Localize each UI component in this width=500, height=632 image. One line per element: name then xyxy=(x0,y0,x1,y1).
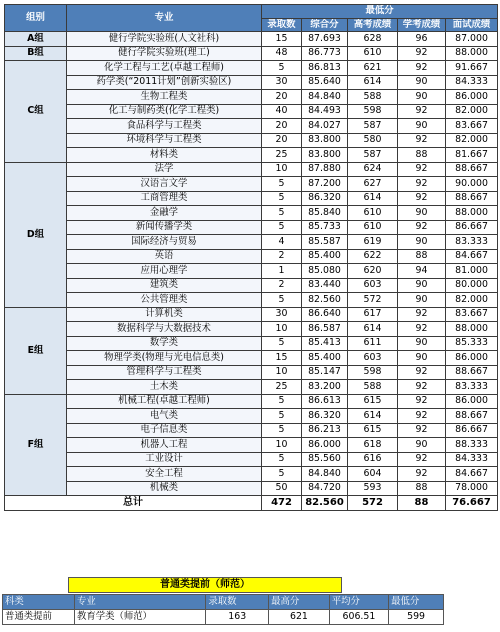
gaokao-cell: 619 xyxy=(348,235,398,250)
table-row xyxy=(5,438,498,453)
gaokao-cell: 610 xyxy=(348,206,398,221)
major-cell: 生物工程类 xyxy=(67,90,262,105)
major-cell: 应用心理学 xyxy=(67,264,262,279)
enroll-cell: 48 xyxy=(262,46,302,61)
gaokao-cell: 614 xyxy=(348,322,398,337)
gaokao-cell: 622 xyxy=(348,249,398,264)
major-cell: 数学类 xyxy=(67,336,262,351)
section-banner: 普通类提前（师范） xyxy=(68,577,342,593)
interview-cell: 83.667 xyxy=(446,307,498,322)
major-cell: 工业设计 xyxy=(67,452,262,467)
gaokao-cell: 593 xyxy=(348,481,398,496)
composite-cell: 87.880 xyxy=(302,162,348,177)
interview-cell: 88.667 xyxy=(446,162,498,177)
interview-cell: 88.667 xyxy=(446,365,498,380)
gaokao-cell: 610 xyxy=(348,220,398,235)
enroll-cell: 25 xyxy=(262,380,302,395)
enroll-cell: 10 xyxy=(262,365,302,380)
xuekao-cell: 92 xyxy=(398,61,446,76)
major-cell: 机械工程(卓越工程师) xyxy=(67,394,262,409)
composite-cell: 87.693 xyxy=(302,32,348,47)
composite-cell: 86.587 xyxy=(302,322,348,337)
composite-cell: 87.200 xyxy=(302,177,348,192)
xuekao-cell: 92 xyxy=(398,365,446,380)
major-cell: 汉语言文学 xyxy=(67,177,262,192)
xuekao-cell: 90 xyxy=(398,278,446,293)
major-cell: 健行学院实验班(理工) xyxy=(67,46,262,61)
table-row xyxy=(5,133,498,148)
xuekao-cell: 92 xyxy=(398,162,446,177)
major-cell: 管理科学与工程类 xyxy=(67,365,262,380)
composite-cell: 86.813 xyxy=(302,61,348,76)
interview-cell: 86.667 xyxy=(446,423,498,438)
xuekao-cell: 90 xyxy=(398,351,446,366)
gaokao-cell: 615 xyxy=(348,394,398,409)
enroll-cell: 1 xyxy=(262,264,302,279)
composite-cell: 85.733 xyxy=(302,220,348,235)
interview-cell: 88.667 xyxy=(446,191,498,206)
interview-cell: 81.000 xyxy=(446,264,498,279)
major-cell: 计算机类 xyxy=(67,307,262,322)
enroll-cell: 10 xyxy=(262,438,302,453)
interview-cell: 86.667 xyxy=(446,220,498,235)
table-row xyxy=(5,104,498,119)
composite-cell: 86.000 xyxy=(302,438,348,453)
total-label: 总计 xyxy=(5,496,262,511)
table-row xyxy=(5,162,498,177)
header-enroll: 录取数 xyxy=(262,18,302,32)
enroll-cell: 30 xyxy=(262,307,302,322)
interview-cell: 88.667 xyxy=(446,409,498,424)
sub-header-enroll: 录取数 xyxy=(206,595,269,610)
gaokao-cell: 603 xyxy=(348,351,398,366)
table-row xyxy=(5,423,498,438)
major-cell: 公共管理类 xyxy=(67,293,262,308)
composite-cell: 85.640 xyxy=(302,75,348,90)
xuekao-cell: 92 xyxy=(398,191,446,206)
gaokao-cell: 617 xyxy=(348,307,398,322)
table-row xyxy=(5,90,498,105)
gaokao-cell: 615 xyxy=(348,423,398,438)
interview-cell: 86.000 xyxy=(446,394,498,409)
xuekao-cell: 92 xyxy=(398,104,446,119)
xuekao-cell: 90 xyxy=(398,235,446,250)
gaokao-cell: 627 xyxy=(348,177,398,192)
xuekao-cell: 90 xyxy=(398,75,446,90)
header-composite: 综合分 xyxy=(302,18,348,32)
enroll-cell: 5 xyxy=(262,423,302,438)
gaokao-cell: 604 xyxy=(348,467,398,482)
table-row xyxy=(5,293,498,308)
group-label: D组 xyxy=(5,162,67,307)
interview-cell: 82.000 xyxy=(446,133,498,148)
sub-header-row xyxy=(3,595,444,610)
sub-max: 621 xyxy=(269,610,330,625)
composite-cell: 86.320 xyxy=(302,191,348,206)
gaokao-cell: 621 xyxy=(348,61,398,76)
sub-header-avg: 平均分 xyxy=(329,595,388,610)
sub-header-min: 最低分 xyxy=(389,595,444,610)
xuekao-cell: 92 xyxy=(398,133,446,148)
interview-cell: 87.000 xyxy=(446,32,498,47)
table-row xyxy=(5,481,498,496)
sub-major: 教育学类（师范） xyxy=(74,610,205,625)
enroll-cell: 5 xyxy=(262,220,302,235)
composite-cell: 85.840 xyxy=(302,206,348,221)
enroll-cell: 5 xyxy=(262,409,302,424)
group-label: F组 xyxy=(5,394,67,496)
composite-cell: 86.320 xyxy=(302,409,348,424)
major-cell: 化工与制药类(化学工程类) xyxy=(67,104,262,119)
table-row xyxy=(5,235,498,250)
composite-cell: 84.840 xyxy=(302,90,348,105)
enroll-cell: 5 xyxy=(262,191,302,206)
xuekao-cell: 92 xyxy=(398,380,446,395)
major-cell: 土木类 xyxy=(67,380,262,395)
major-cell: 机器人工程 xyxy=(67,438,262,453)
table-row xyxy=(5,220,498,235)
header-min-score: 最低分 xyxy=(262,5,498,19)
major-cell: 国际经济与贸易 xyxy=(67,235,262,250)
gaokao-cell: 587 xyxy=(348,148,398,163)
header-gaokao: 高考成绩 xyxy=(348,18,398,32)
major-cell: 英语 xyxy=(67,249,262,264)
header-major: 专业 xyxy=(67,5,262,32)
interview-cell: 88.000 xyxy=(446,46,498,61)
interview-cell: 78.000 xyxy=(446,481,498,496)
gaokao-cell: 610 xyxy=(348,46,398,61)
table-row xyxy=(5,351,498,366)
enroll-cell: 30 xyxy=(262,75,302,90)
sub-avg: 606.51 xyxy=(329,610,388,625)
table-row xyxy=(5,46,498,61)
composite-cell: 82.560 xyxy=(302,293,348,308)
enroll-cell: 5 xyxy=(262,61,302,76)
interview-cell: 90.000 xyxy=(446,177,498,192)
interview-cell: 82.000 xyxy=(446,104,498,119)
major-cell: 健行学院实验班(人文社科) xyxy=(67,32,262,47)
group-label: A组 xyxy=(5,32,67,47)
gaokao-cell: 588 xyxy=(348,380,398,395)
interview-cell: 84.667 xyxy=(446,467,498,482)
enroll-cell: 5 xyxy=(262,336,302,351)
sub-category: 普通类提前 xyxy=(3,610,75,625)
table-row xyxy=(5,177,498,192)
interview-cell: 88.333 xyxy=(446,438,498,453)
xuekao-cell: 90 xyxy=(398,438,446,453)
enroll-cell: 25 xyxy=(262,148,302,163)
enroll-cell: 15 xyxy=(262,32,302,47)
gaokao-cell: 572 xyxy=(348,293,398,308)
gaokao-cell: 616 xyxy=(348,452,398,467)
enroll-cell: 5 xyxy=(262,467,302,482)
enroll-cell: 20 xyxy=(262,133,302,148)
composite-cell: 84.493 xyxy=(302,104,348,119)
enroll-cell: 15 xyxy=(262,351,302,366)
interview-cell: 83.333 xyxy=(446,235,498,250)
gaokao-cell: 598 xyxy=(348,104,398,119)
xuekao-cell: 88 xyxy=(398,249,446,264)
xuekao-cell: 92 xyxy=(398,307,446,322)
composite-cell: 85.400 xyxy=(302,249,348,264)
enroll-cell: 2 xyxy=(262,278,302,293)
header-group: 组别 xyxy=(5,5,67,32)
xuekao-cell: 92 xyxy=(398,46,446,61)
gaokao-cell: 588 xyxy=(348,90,398,105)
interview-cell: 82.000 xyxy=(446,293,498,308)
total-gaokao: 572 xyxy=(348,496,398,511)
interview-cell: 81.667 xyxy=(446,148,498,163)
major-cell: 材料类 xyxy=(67,148,262,163)
enroll-cell: 40 xyxy=(262,104,302,119)
xuekao-cell: 90 xyxy=(398,336,446,351)
major-cell: 机械类 xyxy=(67,481,262,496)
xuekao-cell: 92 xyxy=(398,452,446,467)
admission-scores-table xyxy=(4,4,498,511)
sub-min: 599 xyxy=(389,610,444,625)
table-row xyxy=(5,206,498,221)
major-cell: 数据科学与大数据技术 xyxy=(67,322,262,337)
major-cell: 工商管理类 xyxy=(67,191,262,206)
xuekao-cell: 92 xyxy=(398,409,446,424)
enroll-cell: 20 xyxy=(262,90,302,105)
xuekao-cell: 92 xyxy=(398,467,446,482)
xuekao-cell: 92 xyxy=(398,394,446,409)
enroll-cell: 5 xyxy=(262,177,302,192)
enroll-cell: 5 xyxy=(262,293,302,308)
gaokao-cell: 603 xyxy=(348,278,398,293)
composite-cell: 83.800 xyxy=(302,133,348,148)
composite-cell: 86.613 xyxy=(302,394,348,409)
table-row xyxy=(5,75,498,90)
gaokao-cell: 614 xyxy=(348,409,398,424)
gaokao-cell: 620 xyxy=(348,264,398,279)
table-row xyxy=(5,380,498,395)
major-cell: 建筑类 xyxy=(67,278,262,293)
sub-enroll: 163 xyxy=(206,610,269,625)
table-row xyxy=(5,467,498,482)
gaokao-cell: 611 xyxy=(348,336,398,351)
enroll-cell: 10 xyxy=(262,322,302,337)
table-row xyxy=(5,61,498,76)
table-row xyxy=(5,264,498,279)
major-cell: 法学 xyxy=(67,162,262,177)
table-row xyxy=(5,365,498,380)
interview-cell: 80.000 xyxy=(446,278,498,293)
gaokao-cell: 614 xyxy=(348,191,398,206)
major-cell: 食品科学与工程类 xyxy=(67,119,262,134)
major-cell: 药学类(“2011计划”创新实验区) xyxy=(67,75,262,90)
xuekao-cell: 92 xyxy=(398,423,446,438)
table-row xyxy=(5,249,498,264)
gaokao-cell: 618 xyxy=(348,438,398,453)
composite-cell: 83.440 xyxy=(302,278,348,293)
enroll-cell: 5 xyxy=(262,394,302,409)
gaokao-cell: 624 xyxy=(348,162,398,177)
interview-cell: 84.667 xyxy=(446,249,498,264)
composite-cell: 85.560 xyxy=(302,452,348,467)
gaokao-cell: 587 xyxy=(348,119,398,134)
xuekao-cell: 96 xyxy=(398,32,446,47)
table-row xyxy=(5,278,498,293)
xuekao-cell: 92 xyxy=(398,177,446,192)
xuekao-cell: 90 xyxy=(398,206,446,221)
table-row xyxy=(5,452,498,467)
major-cell: 环境科学与工程类 xyxy=(67,133,262,148)
group-label: B组 xyxy=(5,46,67,61)
xuekao-cell: 90 xyxy=(398,119,446,134)
interview-cell: 83.667 xyxy=(446,119,498,134)
table-row xyxy=(5,409,498,424)
total-composite: 82.560 xyxy=(302,496,348,511)
group-label: E组 xyxy=(5,307,67,394)
table-row xyxy=(5,394,498,409)
major-cell: 金融学 xyxy=(67,206,262,221)
sub-header-max: 最高分 xyxy=(269,595,330,610)
table-row xyxy=(5,32,498,47)
composite-cell: 84.720 xyxy=(302,481,348,496)
enroll-cell: 20 xyxy=(262,119,302,134)
interview-cell: 84.333 xyxy=(446,452,498,467)
composite-cell: 85.080 xyxy=(302,264,348,279)
table-row xyxy=(5,336,498,351)
header-row-1 xyxy=(5,5,498,19)
xuekao-cell: 92 xyxy=(398,322,446,337)
interview-cell: 86.000 xyxy=(446,351,498,366)
xuekao-cell: 90 xyxy=(398,293,446,308)
composite-cell: 83.800 xyxy=(302,148,348,163)
gaokao-cell: 628 xyxy=(348,32,398,47)
table-row xyxy=(5,119,498,134)
total-row xyxy=(5,496,498,511)
composite-cell: 86.640 xyxy=(302,307,348,322)
major-cell: 电气类 xyxy=(67,409,262,424)
sub-data-row xyxy=(3,610,444,625)
composite-cell: 86.213 xyxy=(302,423,348,438)
group-label: C组 xyxy=(5,61,67,163)
interview-cell: 91.667 xyxy=(446,61,498,76)
xuekao-cell: 88 xyxy=(398,148,446,163)
table-row xyxy=(5,322,498,337)
major-cell: 电子信息类 xyxy=(67,423,262,438)
composite-cell: 84.840 xyxy=(302,467,348,482)
xuekao-cell: 88 xyxy=(398,481,446,496)
enroll-cell: 10 xyxy=(262,162,302,177)
enroll-cell: 50 xyxy=(262,481,302,496)
enroll-cell: 5 xyxy=(262,206,302,221)
interview-cell: 83.333 xyxy=(446,380,498,395)
teacher-track-table xyxy=(2,594,444,625)
table-row xyxy=(5,191,498,206)
major-cell: 化学工程与工艺(卓越工程师) xyxy=(67,61,262,76)
table-row xyxy=(5,307,498,322)
xuekao-cell: 90 xyxy=(398,90,446,105)
gaokao-cell: 614 xyxy=(348,75,398,90)
enroll-cell: 5 xyxy=(262,452,302,467)
header-xuekao: 学考成绩 xyxy=(398,18,446,32)
total-enroll: 472 xyxy=(262,496,302,511)
sub-header-major: 专业 xyxy=(74,595,205,610)
composite-cell: 83.200 xyxy=(302,380,348,395)
total-interview: 76.667 xyxy=(446,496,498,511)
enroll-cell: 2 xyxy=(262,249,302,264)
interview-cell: 86.000 xyxy=(446,90,498,105)
composite-cell: 86.773 xyxy=(302,46,348,61)
composite-cell: 85.147 xyxy=(302,365,348,380)
total-xuekao: 88 xyxy=(398,496,446,511)
header-interview: 面试成绩 xyxy=(446,18,498,32)
composite-cell: 84.027 xyxy=(302,119,348,134)
composite-cell: 85.413 xyxy=(302,336,348,351)
composite-cell: 85.400 xyxy=(302,351,348,366)
gaokao-cell: 598 xyxy=(348,365,398,380)
major-cell: 物理学类(物理与光电信息类) xyxy=(67,351,262,366)
gaokao-cell: 580 xyxy=(348,133,398,148)
xuekao-cell: 94 xyxy=(398,264,446,279)
interview-cell: 84.333 xyxy=(446,75,498,90)
enroll-cell: 4 xyxy=(262,235,302,250)
interview-cell: 88.000 xyxy=(446,322,498,337)
table-row xyxy=(5,148,498,163)
composite-cell: 85.587 xyxy=(302,235,348,250)
xuekao-cell: 92 xyxy=(398,220,446,235)
major-cell: 安全工程 xyxy=(67,467,262,482)
major-cell: 新闻传播学类 xyxy=(67,220,262,235)
interview-cell: 88.000 xyxy=(446,206,498,221)
sub-header-category: 科类 xyxy=(3,595,75,610)
interview-cell: 85.333 xyxy=(446,336,498,351)
